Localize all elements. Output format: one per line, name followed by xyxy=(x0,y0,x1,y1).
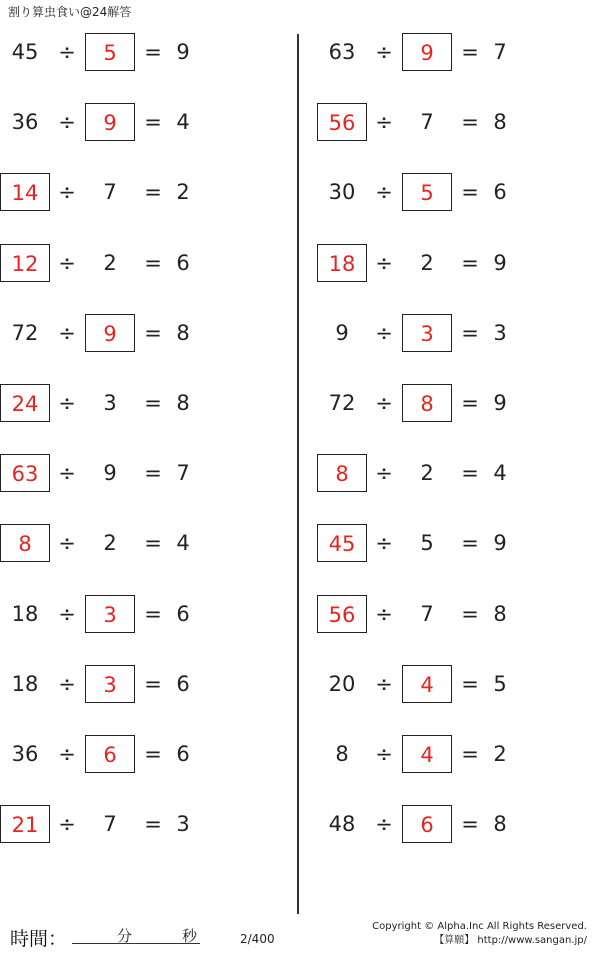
equals-sign: = xyxy=(461,40,479,64)
quotient: 8 xyxy=(176,391,190,415)
quotient: 6 xyxy=(176,250,190,275)
equals-sign: = xyxy=(144,812,162,837)
problem-row xyxy=(0,173,300,213)
quotient: 5 xyxy=(493,671,507,696)
dividend-answer-box: 18 xyxy=(317,244,367,282)
divide-sign: ÷ xyxy=(58,110,76,135)
divisor: 7 xyxy=(103,812,117,837)
quotient: 4 xyxy=(493,461,507,486)
equals-sign: = xyxy=(144,40,162,64)
problem-row xyxy=(0,735,300,775)
equals-sign: = xyxy=(461,110,479,135)
divide-sign: ÷ xyxy=(58,250,76,275)
dividend-answer-box: 12 xyxy=(0,244,50,282)
equals-sign: = xyxy=(461,671,479,696)
quotient: 6 xyxy=(176,601,190,626)
problem-row xyxy=(317,595,600,635)
problem-row xyxy=(317,314,600,354)
problem-row xyxy=(317,33,600,73)
dividend: 9 xyxy=(335,320,349,345)
quotient: 2 xyxy=(493,742,507,766)
dividend-answer-box: 63 xyxy=(0,454,50,492)
dividend-answer-box: 45 xyxy=(317,524,367,562)
divisor: 7 xyxy=(103,180,117,205)
divisor-answer-box: 3 xyxy=(85,595,135,633)
problem-row xyxy=(0,524,300,564)
quotient: 8 xyxy=(493,812,507,837)
equals-sign: = xyxy=(144,601,162,626)
problem-row xyxy=(0,314,300,354)
divisor: 2 xyxy=(103,531,117,556)
quotient: 8 xyxy=(493,601,507,626)
problem-row xyxy=(317,524,600,564)
divide-sign: ÷ xyxy=(375,250,393,275)
quotient: 6 xyxy=(176,742,190,766)
equals-sign: = xyxy=(144,742,162,766)
problem-row xyxy=(317,735,600,775)
problem-row xyxy=(317,384,600,424)
quotient: 6 xyxy=(176,671,190,696)
problem-row xyxy=(0,595,300,635)
divisor: 7 xyxy=(420,601,434,626)
divisor-answer-box: 5 xyxy=(402,173,452,211)
time-label: 時間： xyxy=(10,928,68,950)
equals-sign: = xyxy=(461,250,479,275)
divisor: 5 xyxy=(420,531,434,556)
equals-sign: = xyxy=(461,461,479,486)
dividend-answer-box: 56 xyxy=(317,103,367,141)
problem-row xyxy=(0,454,300,494)
site-link: 【算願】 http://www.sangan.jp/ xyxy=(434,935,587,946)
problem-row xyxy=(317,805,600,845)
dividend: 20 xyxy=(328,671,356,696)
divide-sign: ÷ xyxy=(375,391,393,415)
quotient: 7 xyxy=(493,40,507,64)
minutes-label: 分 xyxy=(117,927,133,945)
divisor-answer-box: 5 xyxy=(85,33,135,71)
divide-sign: ÷ xyxy=(58,391,76,415)
problem-row xyxy=(0,244,300,284)
equals-sign: = xyxy=(144,320,162,345)
quotient: 3 xyxy=(493,320,507,345)
divisor-answer-box: 3 xyxy=(85,665,135,703)
problem-row xyxy=(317,173,600,213)
equals-sign: = xyxy=(461,742,479,766)
quotient: 9 xyxy=(176,40,190,64)
copyright-text: Copyright © Alpha.Inc All Rights Reserved. xyxy=(372,921,587,932)
dividend-answer-box: 14 xyxy=(0,173,50,211)
divisor-answer-box: 9 xyxy=(402,33,452,71)
time-entry-line xyxy=(72,943,200,944)
divisor: 7 xyxy=(420,110,434,135)
quotient: 4 xyxy=(176,531,190,556)
quotient: 8 xyxy=(176,320,190,345)
divide-sign: ÷ xyxy=(58,671,76,696)
dividend: 72 xyxy=(328,391,356,415)
dividend: 36 xyxy=(11,742,39,766)
quotient: 9 xyxy=(493,391,507,415)
equals-sign: = xyxy=(144,250,162,275)
dividend-answer-box: 8 xyxy=(0,524,50,562)
dividend: 63 xyxy=(328,40,356,64)
divisor-answer-box: 4 xyxy=(402,735,452,773)
dividend-answer-box: 24 xyxy=(0,384,50,422)
divisor: 2 xyxy=(103,250,117,275)
divisor-answer-box: 9 xyxy=(85,103,135,141)
dividend: 8 xyxy=(335,742,349,766)
divide-sign: ÷ xyxy=(375,461,393,486)
divisor-answer-box: 9 xyxy=(85,314,135,352)
divide-sign: ÷ xyxy=(375,812,393,837)
equals-sign: = xyxy=(144,671,162,696)
quotient: 6 xyxy=(493,180,507,205)
divide-sign: ÷ xyxy=(58,812,76,837)
equals-sign: = xyxy=(144,110,162,135)
dividend-answer-box: 56 xyxy=(317,595,367,633)
divide-sign: ÷ xyxy=(375,671,393,696)
copyright-block xyxy=(372,920,587,948)
divide-sign: ÷ xyxy=(375,320,393,345)
quotient: 9 xyxy=(493,250,507,275)
divisor: 9 xyxy=(103,461,117,486)
equals-sign: = xyxy=(144,461,162,486)
dividend-answer-box: 21 xyxy=(0,805,50,843)
divide-sign: ÷ xyxy=(58,531,76,556)
quotient: 4 xyxy=(176,110,190,135)
divisor: 2 xyxy=(420,250,434,275)
divide-sign: ÷ xyxy=(375,110,393,135)
divide-sign: ÷ xyxy=(58,40,76,64)
equals-sign: = xyxy=(461,601,479,626)
page-number: 2/400 xyxy=(240,932,275,946)
divisor-answer-box: 6 xyxy=(402,805,452,843)
equals-sign: = xyxy=(461,531,479,556)
problem-row xyxy=(317,244,600,284)
problem-row xyxy=(0,33,300,73)
divisor-answer-box: 3 xyxy=(402,314,452,352)
problem-row xyxy=(317,665,600,705)
dividend-answer-box: 8 xyxy=(317,454,367,492)
divide-sign: ÷ xyxy=(58,601,76,626)
quotient: 7 xyxy=(176,461,190,486)
quotient: 3 xyxy=(176,812,190,837)
quotient: 9 xyxy=(493,531,507,556)
divide-sign: ÷ xyxy=(58,461,76,486)
divisor: 3 xyxy=(103,391,117,415)
equals-sign: = xyxy=(461,812,479,837)
divide-sign: ÷ xyxy=(58,180,76,205)
dividend: 72 xyxy=(11,320,39,345)
dividend: 48 xyxy=(328,812,356,837)
dividend: 18 xyxy=(11,671,39,696)
divisor-answer-box: 6 xyxy=(85,735,135,773)
divide-sign: ÷ xyxy=(375,531,393,556)
problem-row xyxy=(0,665,300,705)
divide-sign: ÷ xyxy=(375,742,393,766)
divide-sign: ÷ xyxy=(375,180,393,205)
problem-row xyxy=(0,805,300,845)
worksheet-title: 割り算虫食い@24解答 xyxy=(8,5,132,19)
dividend: 36 xyxy=(11,110,39,135)
equals-sign: = xyxy=(461,320,479,345)
divisor-answer-box: 4 xyxy=(402,665,452,703)
problem-row xyxy=(317,103,600,143)
dividend: 18 xyxy=(11,601,39,626)
equals-sign: = xyxy=(144,180,162,205)
divide-sign: ÷ xyxy=(58,320,76,345)
quotient: 2 xyxy=(176,180,190,205)
problem-row xyxy=(317,454,600,494)
seconds-label: 秒 xyxy=(182,927,198,945)
equals-sign: = xyxy=(461,391,479,415)
dividend: 45 xyxy=(11,40,39,64)
right-problem-column xyxy=(317,0,600,953)
divisor: 2 xyxy=(420,461,434,486)
divisor-answer-box: 8 xyxy=(402,384,452,422)
problem-row xyxy=(0,103,300,143)
dividend: 30 xyxy=(328,180,356,205)
problem-row xyxy=(0,384,300,424)
divide-sign: ÷ xyxy=(375,601,393,626)
divide-sign: ÷ xyxy=(375,40,393,64)
equals-sign: = xyxy=(461,180,479,205)
quotient: 8 xyxy=(493,110,507,135)
divide-sign: ÷ xyxy=(58,742,76,766)
equals-sign: = xyxy=(144,391,162,415)
equals-sign: = xyxy=(144,531,162,556)
